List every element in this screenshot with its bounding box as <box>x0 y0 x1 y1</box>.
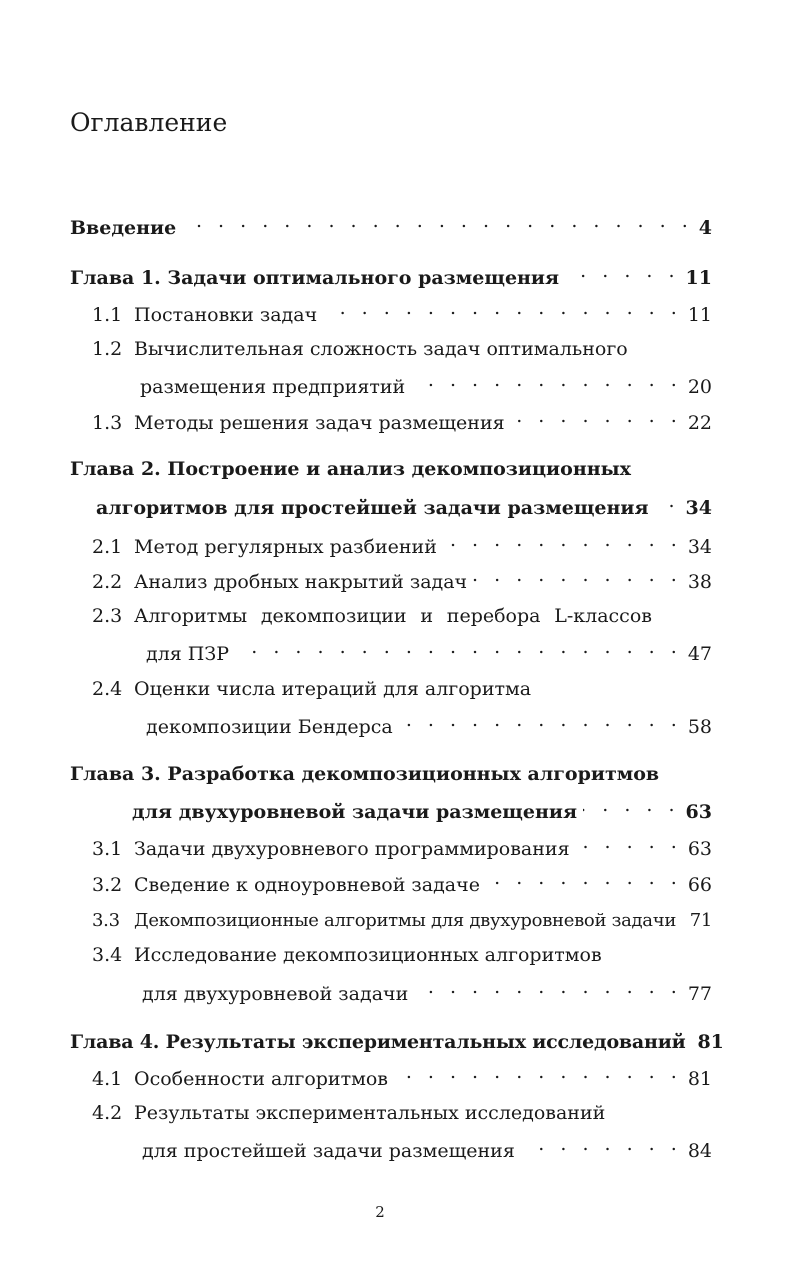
toc-page: 34 <box>687 536 712 558</box>
toc-chapter-2-cont[interactable] <box>96 495 712 519</box>
dot-leader <box>182 215 693 234</box>
toc-entry-intro[interactable] <box>70 215 712 239</box>
toc-section-number: 1.1 <box>92 304 123 326</box>
dot-leader <box>323 302 682 321</box>
toc-section-2-4-cont[interactable] <box>146 714 712 738</box>
dot-leader <box>565 265 679 284</box>
toc-label: Глава 1. Задачи оптимального размещения <box>70 267 560 289</box>
toc-word: и <box>420 605 434 627</box>
toc-label: Глава 2. Построение и анализ декомпозиционных <box>70 458 632 480</box>
toc-section-2-1[interactable] <box>92 534 712 558</box>
toc-page: 22 <box>687 412 712 434</box>
toc-section-number: 3.3 <box>92 910 120 931</box>
toc-page: 71 <box>689 910 712 931</box>
toc-section-number: 1.3 <box>92 412 123 434</box>
dot-leader <box>576 836 682 855</box>
page-number: 2 <box>375 1203 385 1221</box>
toc-label: Оценки числа итераций для алгоритма <box>134 678 532 700</box>
toc-label: Вычислительная сложность задач оптимального <box>134 338 628 360</box>
toc-label: Метод регулярных разбиений <box>134 536 437 558</box>
toc-label: Глава 4. Результаты экспериментальных исследований <box>70 1031 686 1053</box>
toc-page: 11 <box>685 267 712 289</box>
dot-leader <box>682 908 684 926</box>
toc-label: Введение <box>70 217 177 239</box>
toc-label: Глава 3. Разработка декомпозиционных алгоритмов <box>70 763 660 785</box>
toc-section-3-3[interactable] <box>92 908 712 931</box>
dot-leader <box>414 981 682 1000</box>
toc-label: Особенности алгоритмов <box>134 1068 389 1090</box>
dot-leader <box>655 495 680 514</box>
toc-section-3-4-cont[interactable] <box>142 981 712 1005</box>
dot-leader <box>399 714 682 733</box>
toc-page: 4 <box>698 217 712 239</box>
toc-word: декомпозиции <box>260 605 407 627</box>
toc-label: размещения предприятий <box>140 376 406 398</box>
dot-leader <box>583 799 680 818</box>
toc-word: L-классов <box>554 605 652 627</box>
dot-leader <box>521 1138 682 1157</box>
toc-label: алгоритмов для простейшей задачи размещения <box>96 497 649 519</box>
dot-leader <box>473 569 682 588</box>
toc-section-2-2[interactable] <box>92 569 712 593</box>
toc-label: для двухуровневой задачи <box>142 983 409 1005</box>
toc-section-3-4[interactable] <box>92 944 712 966</box>
toc-page: 66 <box>687 874 712 896</box>
toc-section-number: 4.1 <box>92 1068 123 1090</box>
toc-chapter-3[interactable] <box>70 763 712 785</box>
toc-section-number: 1.2 <box>92 338 123 360</box>
toc-chapter-3-cont[interactable] <box>132 799 712 823</box>
toc-chapter-2[interactable] <box>70 458 712 480</box>
toc-section-number: 2.3 <box>92 605 123 627</box>
toc-page: 81 <box>697 1031 724 1053</box>
toc-label: для двухуровневой задачи размещения <box>132 801 577 823</box>
toc-label: Постановки задач <box>134 304 318 326</box>
toc-section-number: 4.2 <box>92 1102 123 1124</box>
toc-section-2-3-cont[interactable] <box>146 641 712 665</box>
dot-leader <box>394 1066 682 1085</box>
toc-label <box>134 605 652 627</box>
toc-section-4-2-cont[interactable] <box>142 1138 712 1162</box>
toc-label: Исследование декомпозиционных алгоритмов <box>134 944 602 966</box>
toc-page: 34 <box>685 497 712 519</box>
toc-word: перебора <box>446 605 541 627</box>
toc-page: 77 <box>687 983 712 1005</box>
toc-section-1-2[interactable] <box>92 338 712 360</box>
toc-page: 84 <box>687 1140 712 1162</box>
toc-label: Задачи двухуровневого программирования <box>134 838 570 860</box>
toc-page: 11 <box>687 304 712 326</box>
toc-label: Анализ дробных накрытий задач <box>134 571 468 593</box>
toc-section-2-3[interactable] <box>92 605 652 627</box>
dot-leader <box>443 534 682 553</box>
page-title: Оглавление <box>70 108 228 137</box>
toc-section-number: 3.1 <box>92 838 123 860</box>
toc-label: Декомпозиционные алгоритмы для двухуровневой задачи <box>134 910 677 931</box>
toc-section-2-4[interactable] <box>92 678 712 700</box>
toc-chapter-1[interactable] <box>70 265 712 289</box>
toc-section-3-2[interactable] <box>92 872 712 896</box>
toc-section-4-1[interactable] <box>92 1066 712 1090</box>
toc-label: декомпозиции Бендерса <box>146 716 393 738</box>
toc-page: 63 <box>685 801 712 823</box>
toc-label: для ПЗР <box>146 643 229 665</box>
toc-page: 38 <box>687 571 712 593</box>
toc-label: Результаты экспериментальных исследований <box>134 1102 606 1124</box>
toc-section-3-1[interactable] <box>92 836 712 860</box>
toc-page: 63 <box>687 838 712 860</box>
toc-section-1-1[interactable] <box>92 302 712 326</box>
dot-leader <box>235 641 682 660</box>
toc-page: 47 <box>687 643 712 665</box>
toc-page: 81 <box>687 1068 712 1090</box>
toc-label: Сведение к одноуровневой задаче <box>134 874 480 896</box>
toc-section-1-3[interactable] <box>92 410 712 434</box>
toc-page: 58 <box>687 716 712 738</box>
toc-section-number: 2.1 <box>92 536 123 558</box>
toc-section-number: 3.4 <box>92 944 123 966</box>
toc-section-1-2-cont[interactable] <box>140 374 712 398</box>
toc-chapter-4[interactable] <box>70 1029 724 1053</box>
toc-section-number: 2.4 <box>92 678 123 700</box>
dot-leader <box>411 374 682 393</box>
toc-label: Методы решения задач размещения <box>134 412 505 434</box>
dot-leader <box>486 872 682 891</box>
toc-section-number: 2.2 <box>92 571 123 593</box>
toc-word: Алгоритмы <box>134 605 248 627</box>
toc-label: для простейшей задачи размещения <box>142 1140 515 1162</box>
toc-section-number: 3.2 <box>92 874 123 896</box>
toc-section-4-2[interactable] <box>92 1102 712 1124</box>
toc-page: 20 <box>687 376 712 398</box>
dot-leader <box>511 410 682 429</box>
